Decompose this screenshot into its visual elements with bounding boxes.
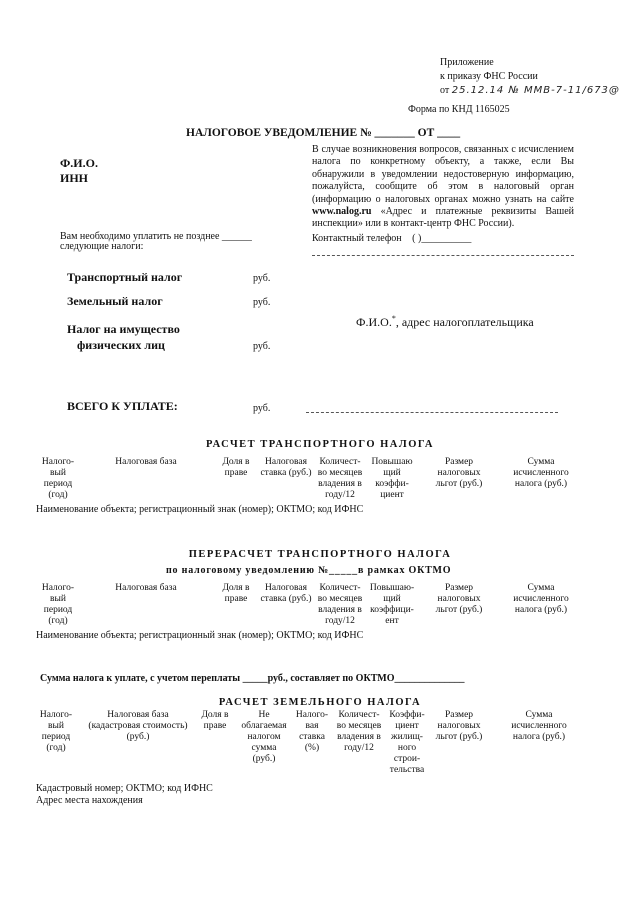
transport-tax-currency: руб.: [253, 273, 271, 284]
col-sum: Сумма исчисленного налога (руб.): [513, 583, 569, 615]
col-base: Налоговая база (кадастровая стоимость) (руб.): [88, 710, 188, 742]
appendix-line2: к приказу ФНС России: [440, 71, 538, 82]
property-tax-currency: руб.: [253, 341, 271, 352]
col-coef: Повышаю щий коэффи- циент: [371, 457, 413, 500]
col-rate: Налоговая ставка (руб.): [260, 457, 312, 478]
col-benefits: Размер налоговых льгот (руб.): [435, 583, 483, 615]
handwritten-order-number: 25.12.14 № ММВ-7-11/673@: [451, 85, 620, 96]
property-tax-label-1: Налог на имущество: [67, 322, 180, 336]
col-period: Налого- вый период (год): [39, 710, 73, 753]
addressee-rest: , адрес налогоплательщика: [395, 315, 534, 329]
info-note-text: В случае возникновения вопросов, связанных с исчислением налога по конкретному объекту, а также, если Вы обнаружили в уведомлении недостоверную информацию, пожалуйста, сообщите об этом в налоговый орган (информацию о налоговых органах можно узнать на сайте: [312, 144, 574, 205]
col-coef: Коэффи- циент жилищ- ного строи- тельства: [389, 710, 425, 775]
transport-tax-label: Транспортный налог: [67, 270, 183, 284]
land-tax-label: Земельный налог: [67, 294, 163, 308]
total-label: ВСЕГО К УПЛАТЕ:: [67, 399, 178, 413]
col-benefits: Размер налоговых льгот (руб.): [435, 710, 483, 742]
contact-phone: [312, 233, 471, 245]
form-code: Форма по КНД 1165025: [408, 104, 510, 115]
info-note-text-end: «Адрес и платежные реквизиты Вашей инспекции» или в контакт-центр ФНС России).: [312, 206, 574, 230]
transport-object-line: Наименование объекта; регистрационный знак (номер); ОКТМО; код ИФНС: [36, 504, 364, 515]
col-rate: Налоговая ставка (руб.): [260, 583, 312, 604]
appendix-line1: Приложение: [440, 57, 494, 68]
contact-phone-label: Контактный телефон: [312, 233, 402, 244]
total-divider: [306, 412, 558, 413]
info-note: [312, 144, 574, 231]
col-rate: Налого- вая ставка (%): [295, 710, 329, 753]
appendix-prefix: от: [440, 85, 450, 96]
taxpayer-fio: Ф.И.О.: [60, 156, 98, 170]
overpay-line: Сумма налога к уплате, с учетом переплаты _____руб., составляет по ОКТМО______________: [40, 673, 465, 684]
col-sum: Сумма исчисленного налога (руб.): [511, 710, 567, 742]
transport-recalc-subtitle: по налоговому уведомлению №_____в рамках ОКТМО: [166, 565, 452, 576]
transport-calc-title: РАСЧЕТ ТРАНСПОРТНОГО НАЛОГА: [206, 439, 434, 450]
col-benefits: Размер налоговых льгот (руб.): [435, 457, 483, 489]
property-tax-label-2: физических лиц: [77, 338, 165, 352]
total-currency: руб.: [253, 403, 271, 414]
col-sum: Сумма исчисленного налога (руб.): [513, 457, 569, 489]
col-share: Доля в праве: [222, 583, 250, 604]
land-tax-currency: руб.: [253, 297, 271, 308]
col-period: Налого- вый период (год): [41, 583, 75, 626]
contact-phone-blank: ( )__________: [412, 233, 472, 244]
col-share: Доля в праве: [222, 457, 250, 478]
col-months: Количест- во месяцев владения в году/12: [317, 457, 363, 500]
land-calc-header: [0, 710, 640, 780]
col-period: Налого- вый период (год): [41, 457, 75, 500]
pay-before-line1: Вам необходимо уплатить не позднее ______: [60, 231, 252, 242]
col-base: Налоговая база: [115, 457, 177, 467]
addressee: [356, 314, 534, 330]
transport-calc-header: [0, 457, 640, 507]
land-calc-title: РАСЧЕТ ЗЕМЕЛЬНОГО НАЛОГА: [218, 697, 422, 708]
land-cadastral-line: Кадастровый номер; ОКТМО; код ИФНС: [36, 783, 213, 794]
transport-recalc-title: ПЕРЕРАСЧЕТ ТРАНСПОРТНОГО НАЛОГА: [188, 549, 452, 560]
col-months: Количест- во месяцев владения в году/12: [336, 710, 382, 753]
col-share: Доля в праве: [201, 710, 229, 731]
addressee-label: Ф.И.О.: [356, 315, 392, 329]
col-months: Количест- во месяцев владения в году/12: [317, 583, 363, 626]
divider: [312, 255, 574, 256]
col-exempt: Не облагаемая налогом сумма (руб.): [241, 710, 287, 764]
addressee-footnote-mark: *: [391, 314, 396, 323]
taxpayer-inn: ИНН: [60, 171, 89, 185]
transport-recalc-object-line: Наименование объекта; регистрационный знак (номер); ОКТМО; код ИФНС: [36, 630, 364, 641]
info-note-site[interactable]: www.nalog.ru: [312, 206, 372, 218]
transport-recalc-header: [0, 583, 640, 633]
appendix-line3: [440, 85, 620, 97]
page-title: НАЛОГОВОЕ УВЕДОМЛЕНИЕ № _______ ОТ ____: [186, 127, 461, 139]
col-base: Налоговая база: [115, 583, 177, 593]
pay-before-line2: следующие налоги:: [60, 241, 144, 252]
land-address-line: Адрес места нахождения: [36, 795, 143, 806]
col-coef: Повышаю- щий коэффици- ент: [369, 583, 415, 626]
